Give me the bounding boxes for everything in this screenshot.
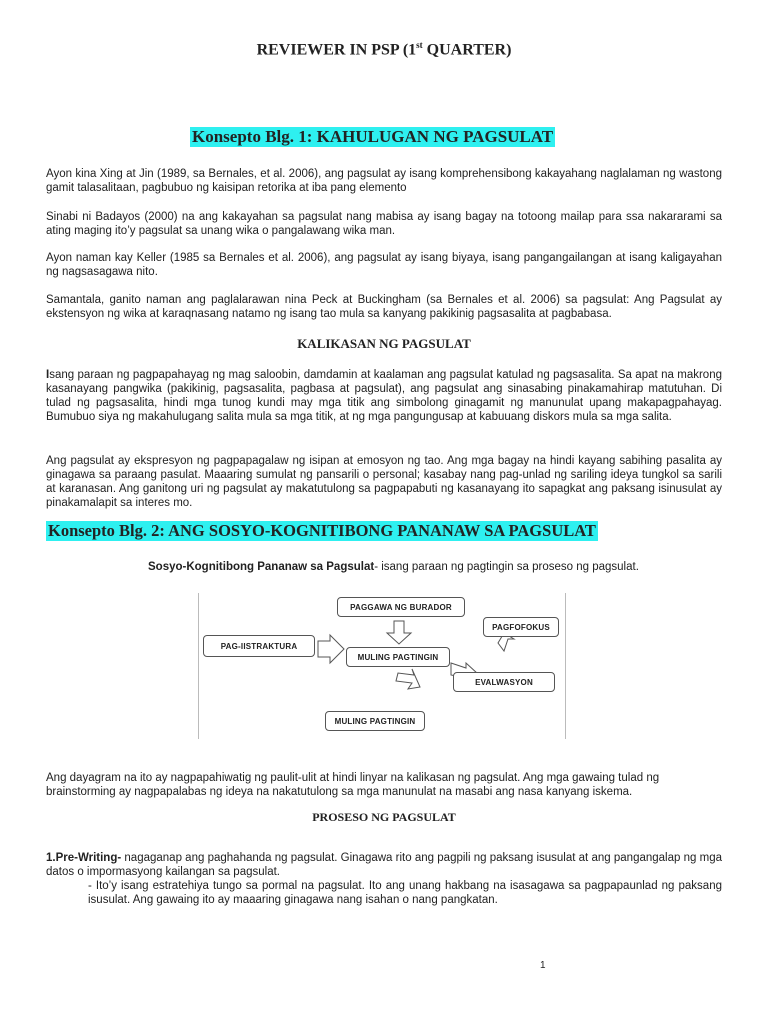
box-paggawa-ng-burador: PAGGAWA NG BURADOR — [337, 597, 465, 617]
page-title: REVIEWER IN PSP (1st QUARTER) — [256, 40, 512, 59]
paragraph-pre-writing: 1.Pre-Writing- nagaganap ang paghahanda ng pagsulat. Ginagawa rito ang pagpili ng paksang isusulat at ang pangangalap ng mga datos o impormasyong kailangan sa pagsulat. — [46, 852, 722, 878]
paragraph-pre-writing-detail: - Ito’y isang estratehiya tungo sa pormal na pagsulat. Ito ang unang hakbang na isasagawa sa pagpapaunlad ng paksang isusulat. Ang gawaing ito ay maaaring ginagawa nang isahan o nang pangkatan. — [88, 880, 722, 906]
kalikasan-heading: KALIKASAN NG PAGSULAT — [297, 336, 471, 351]
page-number: 1 — [540, 960, 546, 971]
box-pag-iistraktura: PAG-IISTRAKTURA — [203, 635, 315, 657]
box-muling-pagtingin-1: MULING PAGTINGIN — [346, 647, 450, 667]
konsepto-1-heading: Konsepto Blg. 1: KAHULUGAN NG PAGSULAT — [192, 127, 554, 146]
paragraph-badayos: Sinabi ni Badayos (2000) na ang kakayahan sa pagsulat nang mabisa ay isang bagay na totoong mailap para ssa nakararami sa ating maging ito’y pagsulat sa unang wika o pangalawang wika man. — [46, 211, 722, 237]
proseso-heading: PROSESO NG PAGSULAT — [312, 810, 456, 824]
konsepto-2-heading: Konsepto Blg. 2: ANG SOSYO-KOGNITIBONG PANANAW SA PAGSULAT — [48, 521, 596, 540]
paragraph-dayagram: Ang dayagram na ito ay nagpapahiwatig ng paulit-ulit at hindi linyar na kalikasan ng pagsulat. Ang mga gawaing tulad ng brainstorming ay nagpapalabas ng ideya na nakatutulong sa mga manunulat na masabi ang nasa kanyang iskema. — [46, 772, 660, 798]
paragraph-peck-buckingham: Samantala, ganito naman ang paglalarawan nina Peck at Buckingham (sa Bernales et al. 2006) sa pagsulat: Ang Pagsulat ay ekstensyon ng wika at karaqnasang natamo ng isang tao mula sa kanyang pakikinig pagsasalita at pagbabasa. — [46, 294, 722, 320]
box-muling-pagtingin-2: MULING PAGTINGIN — [325, 711, 425, 731]
paragraph-ekspresyon: Ang pagsulat ay ekspresyon ng pagpapagalaw ng isipan at emosyon ng tao. Ang mga bagay na hindi kayang sabihing pasalita ay ginagawa sa paraang pasulat. Maaaring sumulat ng pansarili o personal; kasabay nang pag-unlad ng sariling ideya tungkol sa sarili at karanasan. Ang ganitong uri ng pagsulat ay makatutulong sa pagpapabuti ng kasanayang ito sapagkat ang paksang isinusulat ay pinakamalapit sa interes mo. — [46, 455, 722, 509]
paragraph-xing-jin: Ayon kina Xing at Jin (1989, sa Bernales, et al. 2006), ang pagsulat ay isang komprehensibong kakayahang naglalaman ng wastong gamit talasalitaan, pagbubuo ng kaisipan retorika at iba pang elemento — [46, 168, 722, 194]
box-pagfofokus: PAGFOFOKUS — [483, 617, 559, 637]
paragraph-keller: Ayon naman kay Keller (1985 sa Bernales et al. 2006), ang pagsulat ay isang biyaya, isang pangangailangan at isang kaligayahan ng nagsasagawa nito. — [46, 252, 722, 278]
paragraph-paraan: Isang paraan ng pagpapahayag ng mag saloobin, damdamin at kaalaman ang pagsulat katulad ng pagsasalita. Sa apat na makrong kasanayang pangwika (pakikinig, pagsasalita, pagbasa at pagsulat), ang pagsulat ang sinasabing pinakamahirap matutuhan. Di tulad ng pagsasalita, hindi mga tunog kundi may mga titik ang simbolong ginagamit ng manunulat upang makapagpahayag. Bumubuo siya ng makahulugang salita mula sa mga titik, at ng mga pangungusap at kabuuang diskors mula sa mga salita. — [46, 369, 722, 423]
process-diagram — [198, 591, 566, 746]
sosyo-definition: Sosyo-Kognitibong Pananaw sa Pagsulat- isang paraan ng pagtingin sa proseso ng pagsulat. — [148, 561, 639, 573]
box-evalwasyon: EVALWASYON — [453, 672, 555, 692]
